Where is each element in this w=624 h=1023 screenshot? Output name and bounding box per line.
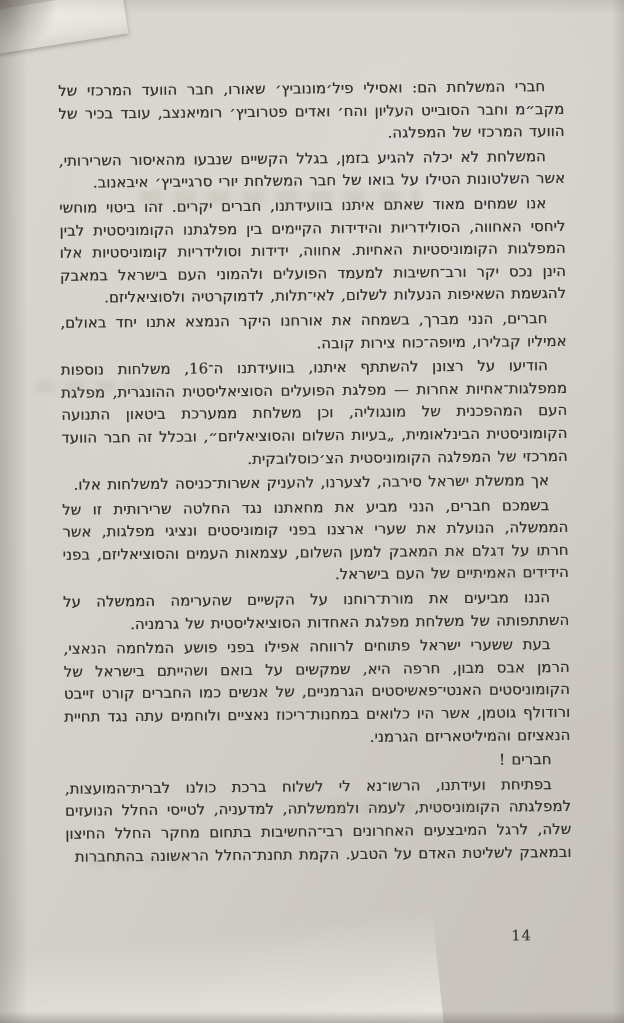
paragraph-8: הננו מביעים את מורת־רוחנו על הקשיים שהערימה הממשלה על השתתפותה של משלחת מפלגת האחדות הסוציאליסטית של גרמניה. (62, 589, 570, 633)
paragraph-3: אנו שמחים מאוד שאתם איתנו בוועידתנו, חברים יקרים. זהו ביטוי מוחשי ליחסי האחווה, הסולידריות והידידות הקיימים בין מפלגתנו הקומוניסטית לבין המפלגות הקומוניסטיות האחיות. אחווה, ידידות וסולידריות קומוניסטיות אלו הינן נכס יקר ורב־חשיבות למעמד הפועלים ולהמוני העם בישראל במאבק להגשמת השאיפות הנעלות לשלום, לאי־תלות, לדמוקרטיה ולסוציאליזם. (59, 195, 567, 307)
paragraph-1: חברי המשלחת הם: ואסילי פיל׳מונוביץ׳ שאורו, חבר הוועד המרכזי של מקב״מ וחבר הסובייט העליון והח׳ ואדים פטרוביץ׳ רומיאנצב, עובד בכיר של הוועד המרכזי של המפלגה. (58, 78, 565, 142)
paragraph-11: בפתיחת ועידתנו, הרשו־נא לי לשלוח ברכת כולנו לברית־המועצות, למפלגתה הקומוניסטית, לעמה ולממשלתה, למדעניה, לטייסי החלל הנועזים שלה, לרגל המיבצעים האחרונים רבי־החשיבות בתחום מחקר החלל החיצון ובמאבק לשליטת האדם על הטבע. הקמת תחנת־החלל הראשונה בהתחברות (64, 775, 572, 866)
page-number: 14 (511, 928, 532, 945)
page-text (58, 76, 572, 871)
paragraph-5: הודיעו על רצונן להשתתף איתנו, בוועידתנו ה־16, משלחות נוספות ממפלגות־אחיות אחרות — מפלגת הפועלים הסוציאליסטית ההונגרית, מפלגת העם המהפכנית של מונגוליה, וכן משלחת ממערכת ביטאון התנועה הקומוניסטית הבינלאומית, „בעיות השלום והסוציאליזם״, ובכלל זה חבר הוועד המרכזי של המפלגה הקומוניסטית הצ׳כוסלובקית. (60, 357, 568, 468)
paragraph-2: המשלחת לא יכלה להגיע בזמן, בגלל הקשיים שנבעו מהאיסור השרירותי, אשר השלטונות הטילו על בואו של חבר המשלחת יורי סרגייביץ׳ איבאנוב. (58, 147, 566, 192)
paragraph-6: אך ממשלת ישראל סירבה, לצערנו, להעניק אשרות־כניסה למשלחות אלו. (73, 472, 549, 494)
paragraph-10: חברים ! (498, 751, 552, 769)
paragraph-9: בעת ששערי ישראל פתוחים לרווחה אפילו בפני פושע המלחמה הנאצי, הרמן אבס מבון, חרפה היא, שמקשים על בואם ושהייתם בישראל של הקומוניסטים האנטי־פאשיסטים הגרמניים, של אנשים כמו החברים קורט זייבט ורודולף גוטמן, אשר היו כלואים במחנות־ריכוז נאציים ולוחמים עתה נגד תחיית הנאציזם והמיליטאריזם הגרמני. (63, 636, 571, 746)
paragraph-4: חברים, הנני מברך, בשמחה את אורחנו היקר הנמצא אתנו יחד באולם, אמיליו קבלירו, מיופה־כוח צירות קובה. (60, 310, 567, 352)
paragraph-7: בשמכם חברים, הנני מביע את מחאתנו נגד החלטה שרירותית זו של הממשלה, הנועלת את שערי ארצנו בפני קומוניסטים ונציגי מפלגות, אשר חרתו על דגלם את המאבק למען השלום, עצמאות העמים והסוציאליזם, בפני הידידים האמיתיים של העם בישראל. (62, 496, 569, 584)
